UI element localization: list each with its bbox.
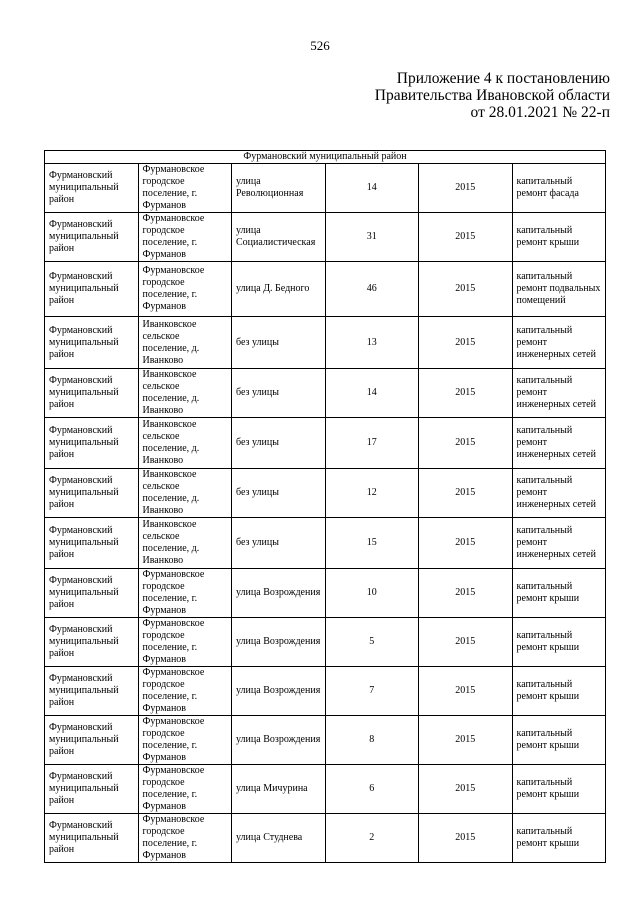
- repair-type-cell: капитальный ремонт крыши: [512, 618, 606, 667]
- document-header: [375, 70, 610, 121]
- settlement-cell: Фурмановское городское поселение, г. Фурманов: [138, 164, 232, 213]
- year-cell: 2015: [419, 469, 513, 518]
- street-cell: без улицы: [232, 317, 326, 369]
- table-row: [45, 618, 606, 667]
- year-cell: 2015: [419, 667, 513, 716]
- municipal-area-cell: Фурмановский муниципальный район: [45, 765, 139, 814]
- street-cell: улица Возрождения: [232, 569, 326, 618]
- house-number-cell: 14: [325, 164, 419, 213]
- year-cell: 2015: [419, 765, 513, 814]
- district-title: Фурмановский муниципальный район: [45, 151, 606, 164]
- repair-type-cell: капитальный ремонт крыши: [512, 716, 606, 765]
- year-cell: 2015: [419, 213, 513, 262]
- repair-type-cell: капитальный ремонт инженерных сетей: [512, 317, 606, 369]
- street-cell: без улицы: [232, 418, 326, 469]
- header-line-2: Правительства Ивановской области: [374, 87, 610, 104]
- settlement-cell: Иванковское сельское поселение, д. Иванково: [138, 469, 232, 518]
- house-number-cell: 5: [325, 618, 419, 667]
- year-cell: 2015: [419, 164, 513, 213]
- municipal-area-cell: Фурмановский муниципальный район: [45, 569, 139, 618]
- repair-type-cell: капитальный ремонт инженерных сетей: [512, 469, 606, 518]
- year-cell: 2015: [419, 317, 513, 369]
- table-row: [45, 213, 606, 262]
- house-number-cell: 7: [325, 667, 419, 716]
- repair-type-cell: капитальный ремонт подвальных помещений: [512, 262, 606, 317]
- settlement-cell: Иванковское сельское поселение, д. Иванково: [138, 518, 232, 569]
- municipal-area-cell: Фурмановский муниципальный район: [45, 716, 139, 765]
- house-number-cell: 6: [325, 765, 419, 814]
- repair-type-cell: капитальный ремонт крыши: [512, 814, 606, 863]
- municipal-area-cell: Фурмановский муниципальный район: [45, 518, 139, 569]
- house-number-cell: 12: [325, 469, 419, 518]
- settlement-cell: Иванковское сельское поселение, д. Иванково: [138, 317, 232, 369]
- house-number-cell: 15: [325, 518, 419, 569]
- district-header-row: [45, 151, 606, 164]
- year-cell: 2015: [419, 369, 513, 418]
- street-cell: улица Возрождения: [232, 667, 326, 716]
- settlement-cell: Фурмановское городское поселение, г. Фурманов: [138, 814, 232, 863]
- settlement-cell: Фурмановское городское поселение, г. Фурманов: [138, 262, 232, 317]
- page-number: 526: [310, 38, 330, 53]
- table-row: [45, 262, 606, 317]
- settlement-cell: Фурмановское городское поселение, г. Фурманов: [138, 667, 232, 716]
- house-number-cell: 10: [325, 569, 419, 618]
- settlement-cell: Фурмановское городское поселение, г. Фурманов: [138, 618, 232, 667]
- municipal-area-cell: Фурмановский муниципальный район: [45, 618, 139, 667]
- settlement-cell: Фурмановское городское поселение, г. Фурманов: [138, 213, 232, 262]
- house-number-cell: 2: [325, 814, 419, 863]
- municipal-area-cell: Фурмановский муниципальный район: [45, 213, 139, 262]
- municipal-area-cell: Фурмановский муниципальный район: [45, 164, 139, 213]
- table-row: [45, 317, 606, 369]
- header-line-1: Приложение 4 к постановлению: [396, 70, 610, 87]
- house-number-cell: 8: [325, 716, 419, 765]
- house-number-cell: 46: [325, 262, 419, 317]
- house-number-cell: 17: [325, 418, 419, 469]
- repair-type-cell: капитальный ремонт инженерных сетей: [512, 369, 606, 418]
- table-row: [45, 518, 606, 569]
- municipal-area-cell: Фурмановский муниципальный район: [45, 667, 139, 716]
- repair-type-cell: капитальный ремонт крыши: [512, 765, 606, 814]
- table-row: [45, 765, 606, 814]
- street-cell: улица Возрождения: [232, 618, 326, 667]
- settlement-cell: Иванковское сельское поселение, д. Иванково: [138, 418, 232, 469]
- house-number-cell: 13: [325, 317, 419, 369]
- repair-type-cell: капитальный ремонт инженерных сетей: [512, 418, 606, 469]
- table-row: [45, 814, 606, 863]
- registry-table: [44, 150, 606, 863]
- year-cell: 2015: [419, 569, 513, 618]
- year-cell: 2015: [419, 518, 513, 569]
- settlement-cell: Фурмановское городское поселение, г. Фурманов: [138, 765, 232, 814]
- street-cell: улица Социалистическая: [232, 213, 326, 262]
- municipal-area-cell: Фурмановский муниципальный район: [45, 469, 139, 518]
- table-row: [45, 569, 606, 618]
- street-cell: улица Мичурина: [232, 765, 326, 814]
- year-cell: 2015: [419, 716, 513, 765]
- repair-type-cell: капитальный ремонт фасада: [512, 164, 606, 213]
- year-cell: 2015: [419, 418, 513, 469]
- year-cell: 2015: [419, 262, 513, 317]
- settlement-cell: Фурмановское городское поселение, г. Фурманов: [138, 569, 232, 618]
- street-cell: улица Студнева: [232, 814, 326, 863]
- municipal-area-cell: Фурмановский муниципальный район: [45, 814, 139, 863]
- table-row: [45, 716, 606, 765]
- street-cell: улица Д. Бедного: [232, 262, 326, 317]
- table-row: [45, 667, 606, 716]
- street-cell: без улицы: [232, 469, 326, 518]
- repair-type-cell: капитальный ремонт крыши: [512, 569, 606, 618]
- house-number-cell: 31: [325, 213, 419, 262]
- municipal-area-cell: Фурмановский муниципальный район: [45, 317, 139, 369]
- street-cell: улица Возрождения: [232, 716, 326, 765]
- settlement-cell: Фурмановское городское поселение, г. Фурманов: [138, 716, 232, 765]
- settlement-cell: Иванковское сельское поселение, д. Иванково: [138, 369, 232, 418]
- municipal-area-cell: Фурмановский муниципальный район: [45, 369, 139, 418]
- street-cell: улица Революционная: [232, 164, 326, 213]
- header-line-3: от 28.01.2021 № 22-п: [470, 104, 610, 121]
- municipal-area-cell: Фурмановский муниципальный район: [45, 418, 139, 469]
- house-number-cell: 14: [325, 369, 419, 418]
- municipal-area-cell: Фурмановский муниципальный район: [45, 262, 139, 317]
- street-cell: без улицы: [232, 518, 326, 569]
- table-row: [45, 418, 606, 469]
- repair-type-cell: капитальный ремонт крыши: [512, 667, 606, 716]
- table-row: [45, 469, 606, 518]
- table-row: [45, 369, 606, 418]
- street-cell: без улицы: [232, 369, 326, 418]
- repair-type-cell: капитальный ремонт инженерных сетей: [512, 518, 606, 569]
- table-row: [45, 164, 606, 213]
- repair-type-cell: капитальный ремонт крыши: [512, 213, 606, 262]
- year-cell: 2015: [419, 814, 513, 863]
- year-cell: 2015: [419, 618, 513, 667]
